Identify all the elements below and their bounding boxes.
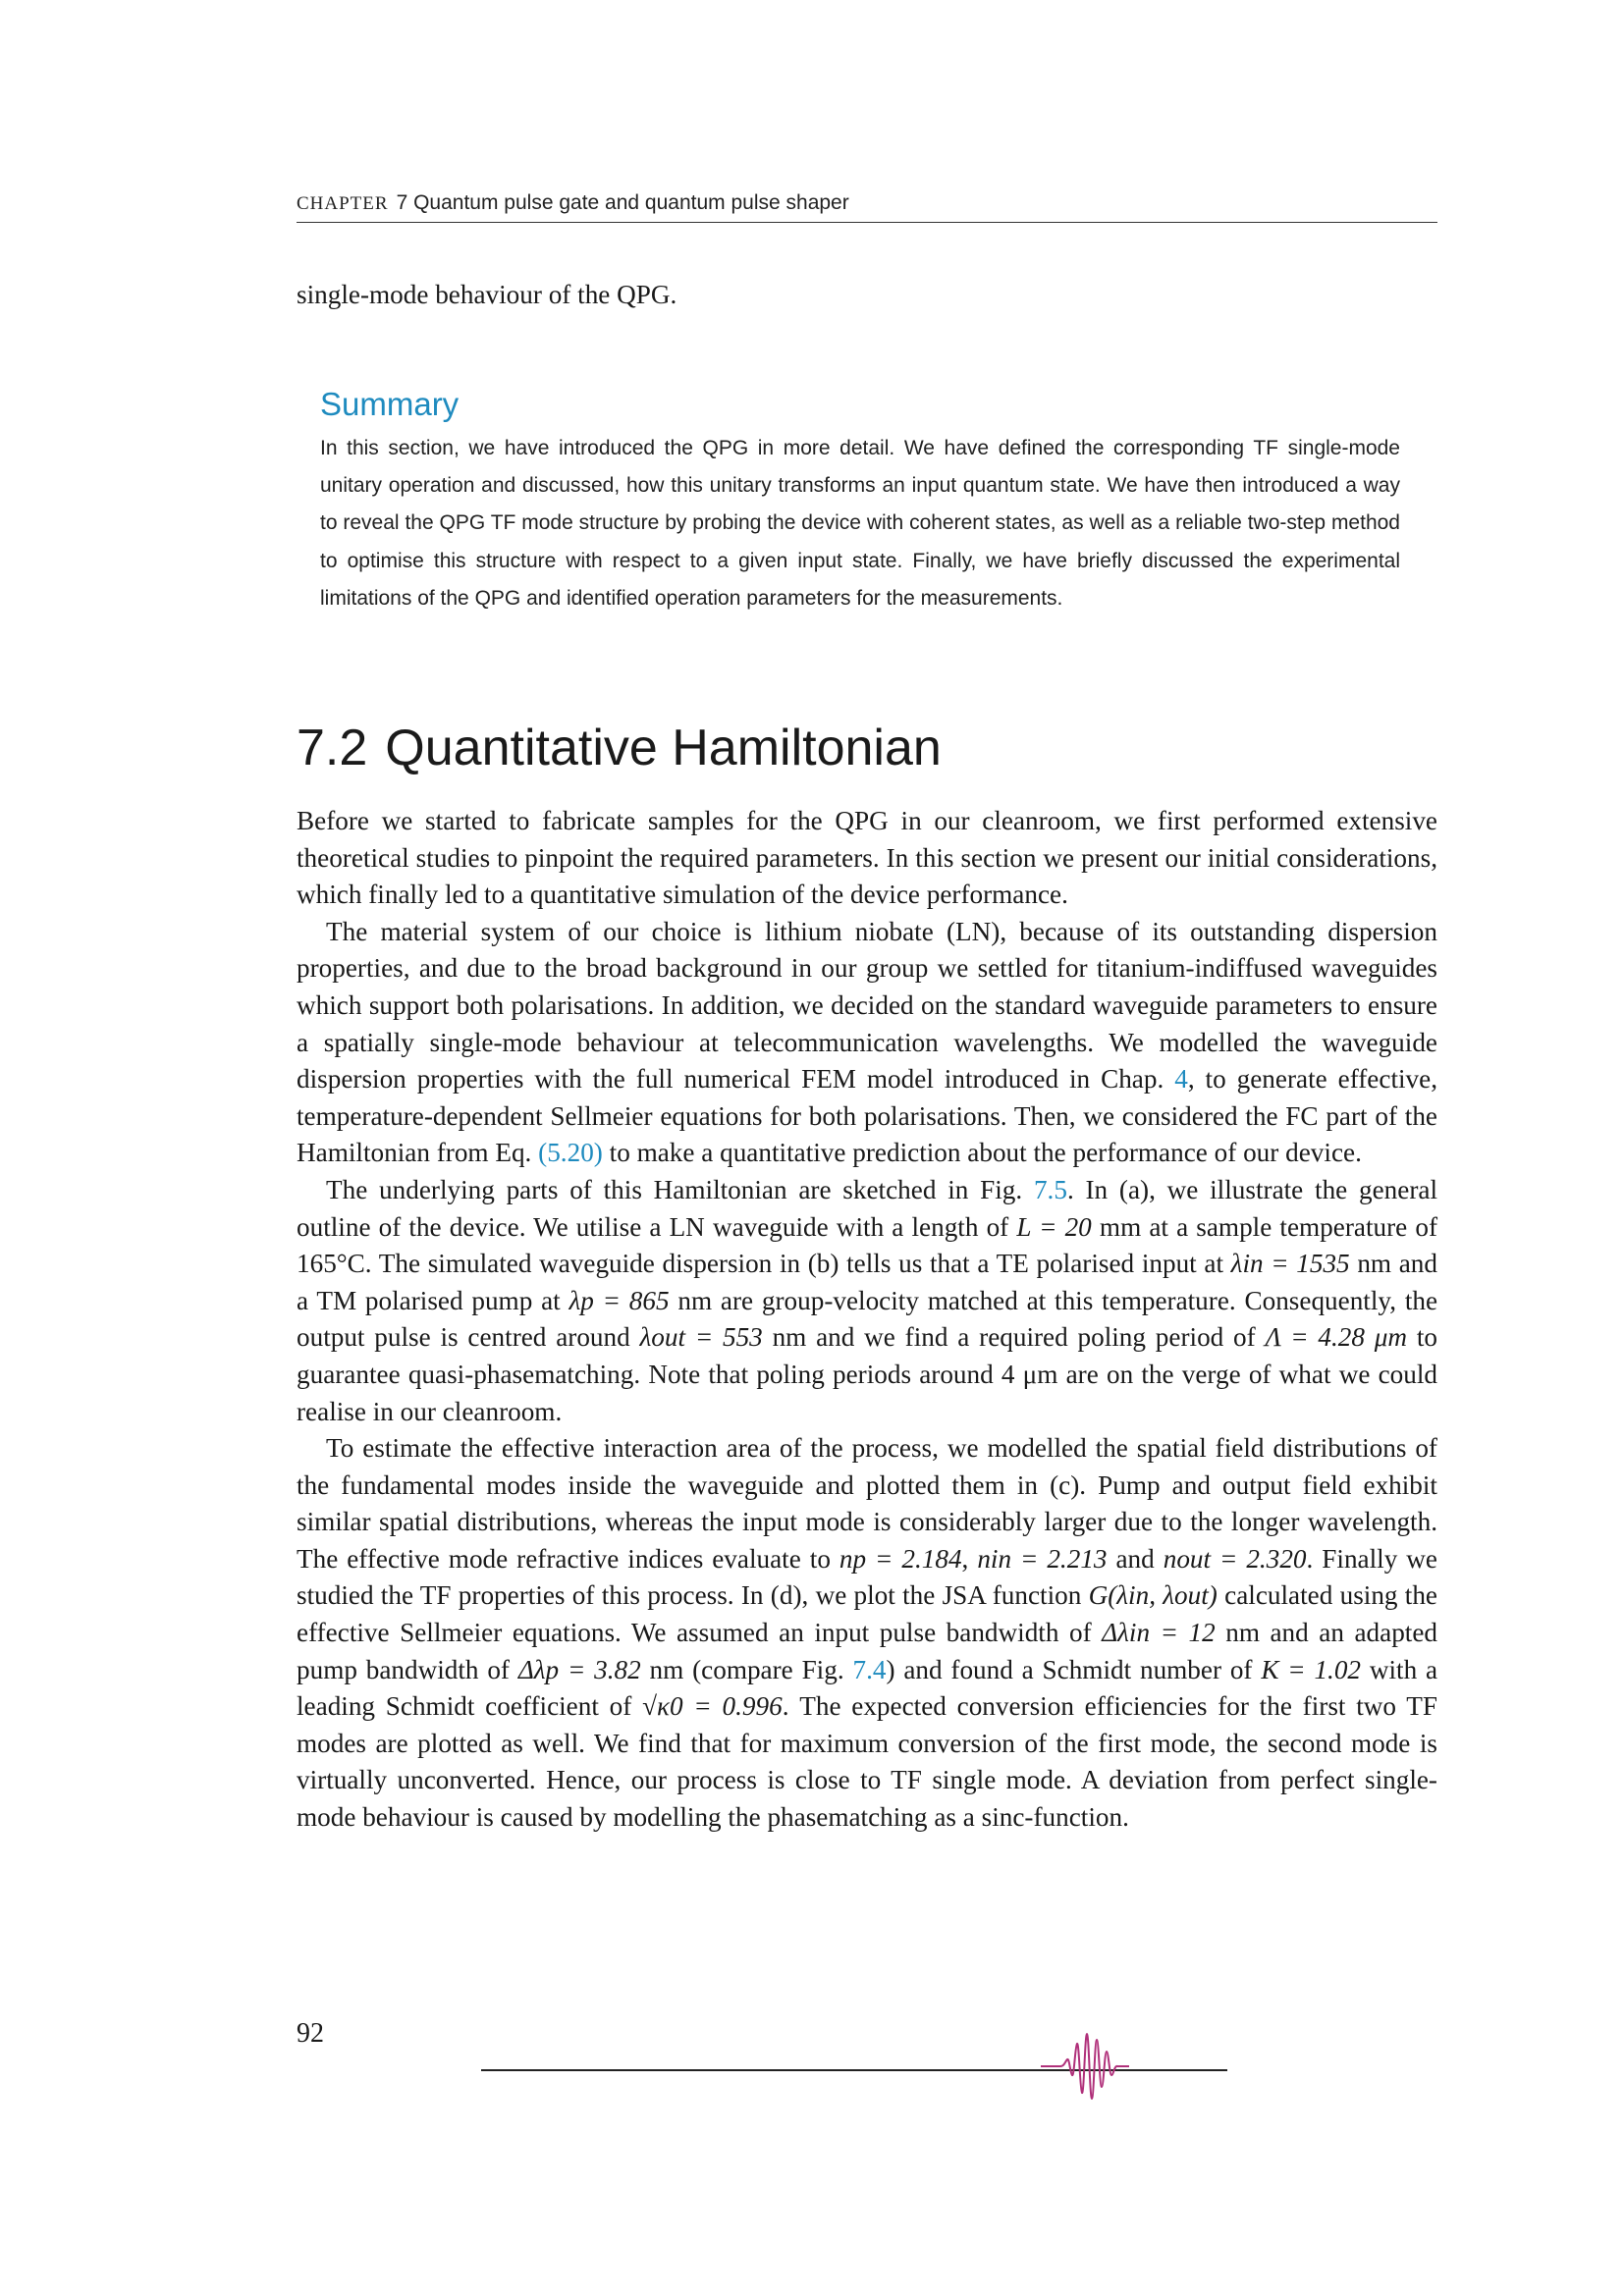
chapter-title: 7 Quantum pulse gate and quantum pulse shaper (396, 191, 849, 214)
page-number: 92 (297, 2018, 324, 2049)
math-poling-period: Λ = 4.28 μm (1265, 1322, 1408, 1353)
math-length: L = 20 (1016, 1211, 1092, 1242)
summary-box (320, 385, 1400, 617)
math-lambda-p: λp = 865 (568, 1285, 670, 1315)
summary-body: In this section, we have introduced the QPG in more detail. We have defined the corresponding TF single-mode unitary operation and discussed, how this unitary transforms an input quantum state. We have then introduced a way to reveal the QPG TF mode structure by probing the device with coherent states, as well as a reliable two-step method to optimise this structure with respect to a given input state. Finally, we have briefly discussed the experimental limitations of the QPG and identified operation parameters for the measurements. (320, 437, 1400, 610)
math-delta-lambda-p: Δλp = 3.82 (517, 1654, 641, 1684)
math-nout: nout = 2.320 (1163, 1543, 1307, 1574)
equation-ref-link[interactable]: (5.20) (538, 1138, 603, 1168)
page-header (297, 192, 1437, 223)
math-nin: nin = 2.213 (977, 1543, 1108, 1574)
section-title: Quantitative Hamiltonian (385, 720, 942, 776)
chapter-ref-link[interactable]: 4 (1174, 1064, 1188, 1095)
figure-ref-link[interactable]: 7.5 (1033, 1174, 1067, 1204)
math-temperature: 165°C (297, 1249, 365, 1279)
math-jsa: G(λin, λout) (1088, 1580, 1218, 1611)
math-lambda-out: λout = 553 (639, 1322, 763, 1353)
figure-ref-link-2[interactable]: 7.4 (852, 1654, 887, 1684)
math-np: np = 2.184 (839, 1543, 962, 1574)
running-header (297, 191, 849, 214)
paragraph-4: To estimate the effective interaction area of the process, we modelled the spatial field distributions of the fundamental modes inside the waveguide and plotted them in (c). Pump and output field exhibit similar spatial distributions, whereas the input mode is considerably larger due to the longer wavelength. The effective mode refractive indices evaluate to np = 2.184, nin = 2.213 and nout = 2.320. Finally we studied the TF properties of this process. In (d), we plot the JSA function G(λin, λout) calculated using the effective Sellmeier equations. We assumed an input pulse bandwidth of Δλin = 12 nm and an adapted pump bandwidth of Δλp = 3.82 nm (compare Fig. 7.4) and found a Schmidt number of K = 1.02 with a leading Schmidt coefficient of √κ0 = 0.996. The expected conversion efficiencies for the first two TF modes are plotted as well. We find that for maximum conversion of the first mode, the second mode is virtually unconverted. Hence, our process is close to TF single mode. A deviation from perfect single-mode behaviour is caused by modelling the phasematching as a sinc-function. (297, 1433, 1438, 1833)
paragraph-3: The underlying parts of this Hamiltonian are sketched in Fig. 7.5. In (a), we illustrate the general outline of the device. We utilise a LN waveguide with a length of L = 20 mm at a sample temperature of 165°C. The simulated waveguide dispersion in (b) tells us that a TE polarised input at λin = 1535 nm and a TM polarised pump at λp = 865 nm are group-velocity matched at this temperature. Consequently, the output pulse is centred around λout = 553 nm and we find a required poling period of Λ = 4.28 μm to guarantee quasi-phasematching. Note that poling periods around 4 μm are on the verge of what we could realise in our cleanroom. (297, 1174, 1438, 1426)
section-heading (297, 719, 942, 777)
math-delta-lambda-in: Δλin = 12 (1102, 1618, 1216, 1648)
continuation-paragraph: single-mode behaviour of the QPG. (297, 280, 677, 309)
math-4um: 4 μm (1001, 1359, 1058, 1389)
section-number: 7.2 (297, 720, 368, 776)
chapter-label: CHAPTER (297, 193, 389, 214)
section-body (297, 803, 1437, 1837)
summary-title: Summary (320, 386, 460, 422)
wave-packet-icon (1041, 2022, 1129, 2110)
math-schmidt-number: K = 1.02 (1261, 1654, 1362, 1684)
paragraph-1: Before we started to fabricate samples for the QPG in our cleanroom, we first performed extensive theoretical studies to pinpoint the required parameters. In this section we present our initial considerations, which finally led to a quantitative simulation of the device performance. (297, 806, 1437, 910)
paragraph-2: The material system of our choice is lithium niobate (LN), because of its outstanding dispersion properties, and due to the broad background in our group we settled for titanium-indiffused waveguides which support both polarisations. In addition, we decided on the standard waveguide parameters to ensure a spatially single-mode behaviour at telecommunication wavelengths. We modelled the waveguide dispersion properties with the full numerical FEM model introduced in Chap. 4, to generate effective, temperature-dependent Sellmeier equations for both polarisations. Then, we considered the FC part of the Hamiltonian from Eq. (5.20) to make a quantitative prediction about the performance of our device. (297, 916, 1438, 1168)
math-lambda-in: λin = 1535 (1230, 1249, 1350, 1279)
math-schmidt-coefficient: √κ0 = 0.996 (642, 1691, 783, 1722)
